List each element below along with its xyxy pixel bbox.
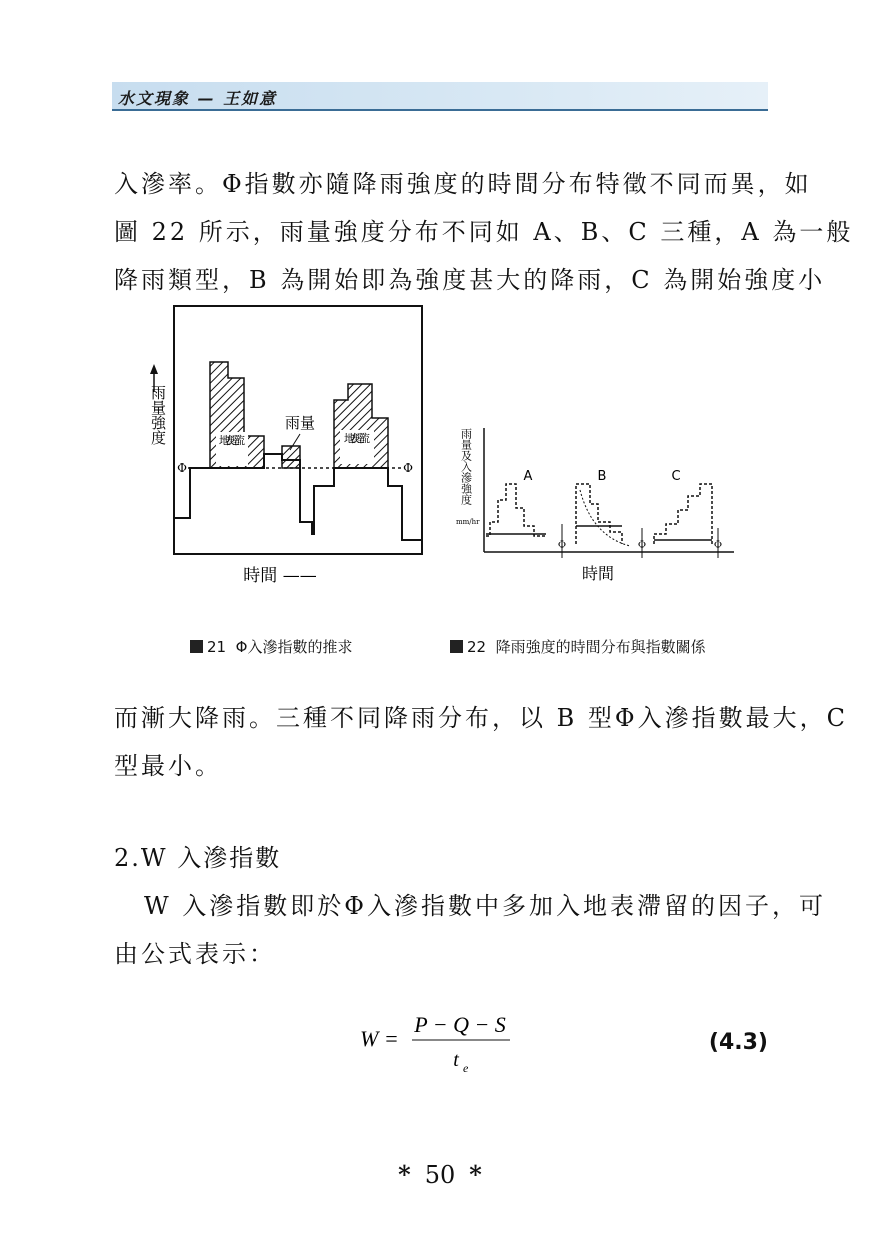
paragraph-1 [114, 160, 854, 304]
fig21-caption-text: Φ入滲指數的推求 [235, 638, 353, 656]
page-footer [0, 1160, 880, 1189]
header-title: 水文現象 — 王如意 [118, 89, 278, 108]
fig22-caption [450, 636, 706, 657]
paragraph-2 [114, 694, 848, 790]
fig22-c-rain [654, 484, 712, 544]
fig22-xlabel: 時間 [581, 564, 615, 583]
fig22-label-c: C [671, 469, 681, 484]
fig22-caption-num: 22 [467, 638, 487, 656]
fig21-arrowhead [150, 364, 158, 374]
fig22-caption-text: 降雨強度的時間分布與指數關係 [495, 638, 706, 656]
text-line: 由公式表示： [114, 940, 276, 968]
equation-number: (4.3) [708, 1030, 768, 1055]
text-line: 而漸大降雨。三種不同降雨分布，以 B 型Φ入滲指數最大，C [114, 704, 848, 732]
fig21-ylabel: 雨量強度 [149, 385, 167, 445]
fig22-label-a: A [523, 469, 533, 484]
section-heading: 2.W 入滲指數 [114, 844, 282, 872]
fig21-rain-label: 雨量 [284, 414, 316, 432]
fig22-label-b: B [597, 469, 607, 484]
running-header [112, 82, 768, 111]
footer-star-right: * [469, 1160, 482, 1189]
formula-numerator: P − Q − S [414, 1012, 506, 1037]
fig22-a-rain [486, 484, 546, 536]
figure-22 [456, 428, 734, 583]
fig21-caption-num: 21 [207, 638, 227, 656]
figure-21 [149, 306, 422, 586]
fig21-caption [190, 636, 352, 657]
fig22-b-infil [580, 490, 630, 546]
fig21-phi-2: Φ [403, 461, 413, 475]
fig22-unit: mm/hr [456, 518, 480, 526]
formula-denominator-sub: e [463, 1061, 469, 1075]
page-number: 50 [424, 1161, 456, 1189]
fig22-phi-a: Φ [557, 540, 567, 551]
footer-star-left: * [398, 1160, 411, 1189]
paragraph-3 [114, 882, 826, 978]
text-line: 降雨類型，B 為開始即為強度甚大的降雨，C 為開始強度小 [114, 266, 826, 294]
fig21-xlabel: 時間 —— [243, 566, 317, 586]
figure-mark-icon [450, 640, 463, 653]
fig21-runoff-2: 地表逕流 [344, 432, 370, 445]
fig22-ylabel: 雨量及入滲強度 [459, 428, 473, 505]
figures [140, 300, 780, 600]
fig21-runoff-1: 地表逕流 [219, 434, 245, 447]
text-line: 型最小。 [114, 752, 222, 780]
formula-lhs: W = [360, 1026, 399, 1051]
formula-denominator: t [453, 1049, 459, 1071]
fig22-phi-c: Φ [713, 540, 723, 551]
fig22-phi-b: Φ [637, 540, 647, 551]
text-line: 圖 22 所示，雨量強度分布不同如 A、B、C 三種，A 為一般 [114, 218, 854, 246]
fig22-b-rain [576, 484, 622, 544]
text-line: 入滲率。Φ指數亦隨降雨強度的時間分布特徵不同而異，如 [114, 170, 812, 198]
fig21-phi-1: Φ [177, 461, 187, 475]
figure-mark-icon [190, 640, 203, 653]
text-line: W 入滲指數即於Φ入滲指數中多加入地表滯留的因子，可 [144, 892, 826, 920]
